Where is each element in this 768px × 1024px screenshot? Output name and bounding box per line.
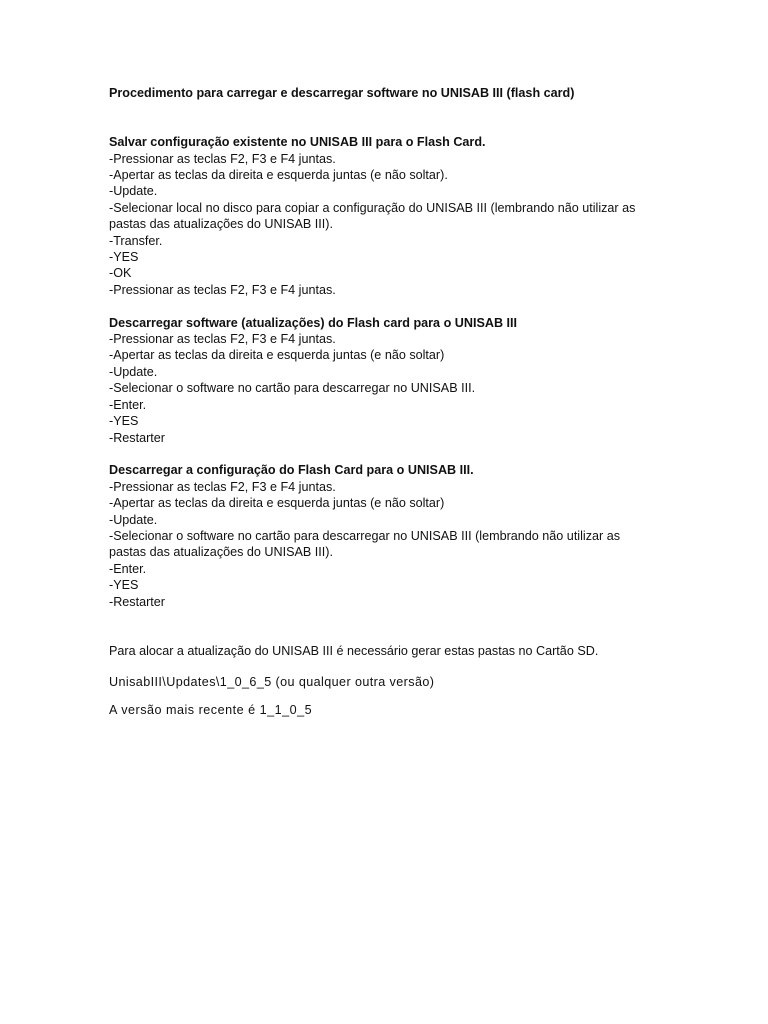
folder-path: UnisabIII\Updates\1_0_6_5 (ou qualquer outra versão) (109, 675, 435, 690)
section-heading: Descarregar software (atualizações) do Flash card para o UNISAB III (109, 315, 518, 330)
step-line: -Selecionar o software no cartão para descarregar no UNISAB III. (109, 381, 476, 396)
step-line: pastas das atualizações do UNISAB III). (109, 545, 334, 560)
section-heading: Descarregar a configuração do Flash Card para o UNISAB III. (109, 463, 474, 478)
step-line: -Pressionar as teclas F2, F3 e F4 juntas. (109, 282, 336, 297)
step-line: -Update. (109, 364, 158, 379)
step-line: -Apertar as teclas da direita e esquerda juntas (e não soltar) (109, 348, 445, 363)
step-line: -YES (109, 414, 139, 429)
step-line: -YES (109, 578, 139, 593)
section-download-configuration (109, 462, 669, 610)
step-line: -Enter. (109, 561, 147, 576)
step-line: -Restarter (109, 430, 165, 445)
sd-card-note: Para alocar a atualização do UNISAB III é necessário gerar estas pastas no Cartão SD. (109, 643, 599, 658)
step-line: -Apertar as teclas da direita e esquerda juntas (e não soltar) (109, 496, 445, 511)
document-page (109, 85, 669, 718)
step-line: -OK (109, 266, 132, 281)
step-line: -Selecionar o software no cartão para descarregar no UNISAB III (lembrando não utilizar as (109, 528, 620, 543)
step-line: -Pressionar as teclas F2, F3 e F4 juntas. (109, 479, 336, 494)
step-line: -Restarter (109, 594, 165, 609)
latest-version: A versão mais recente é 1_1_0_5 (109, 702, 313, 717)
step-line: -Enter. (109, 397, 147, 412)
step-line: -Pressionar as teclas F2, F3 e F4 juntas. (109, 332, 336, 347)
step-line: -Selecionar local no disco para copiar a configuração do UNISAB III (lembrando não utilizar as (109, 200, 636, 215)
step-line: pastas das atualizações do UNISAB III). (109, 217, 334, 232)
section-heading: Salvar configuração existente no UNISAB III para o Flash Card. (109, 135, 486, 150)
step-line: -Update. (109, 184, 158, 199)
step-line: -YES (109, 250, 139, 265)
step-line: -Apertar as teclas da direita e esquerda juntas (e não soltar). (109, 168, 448, 183)
section-save-configuration (109, 134, 669, 298)
step-line: -Pressionar as teclas F2, F3 e F4 juntas. (109, 151, 336, 166)
step-line: -Transfer. (109, 233, 163, 248)
document-title: Procedimento para carregar e descarregar software no UNISAB III (flash card) (109, 86, 575, 100)
section-download-software (109, 315, 669, 446)
step-line: -Update. (109, 512, 158, 527)
